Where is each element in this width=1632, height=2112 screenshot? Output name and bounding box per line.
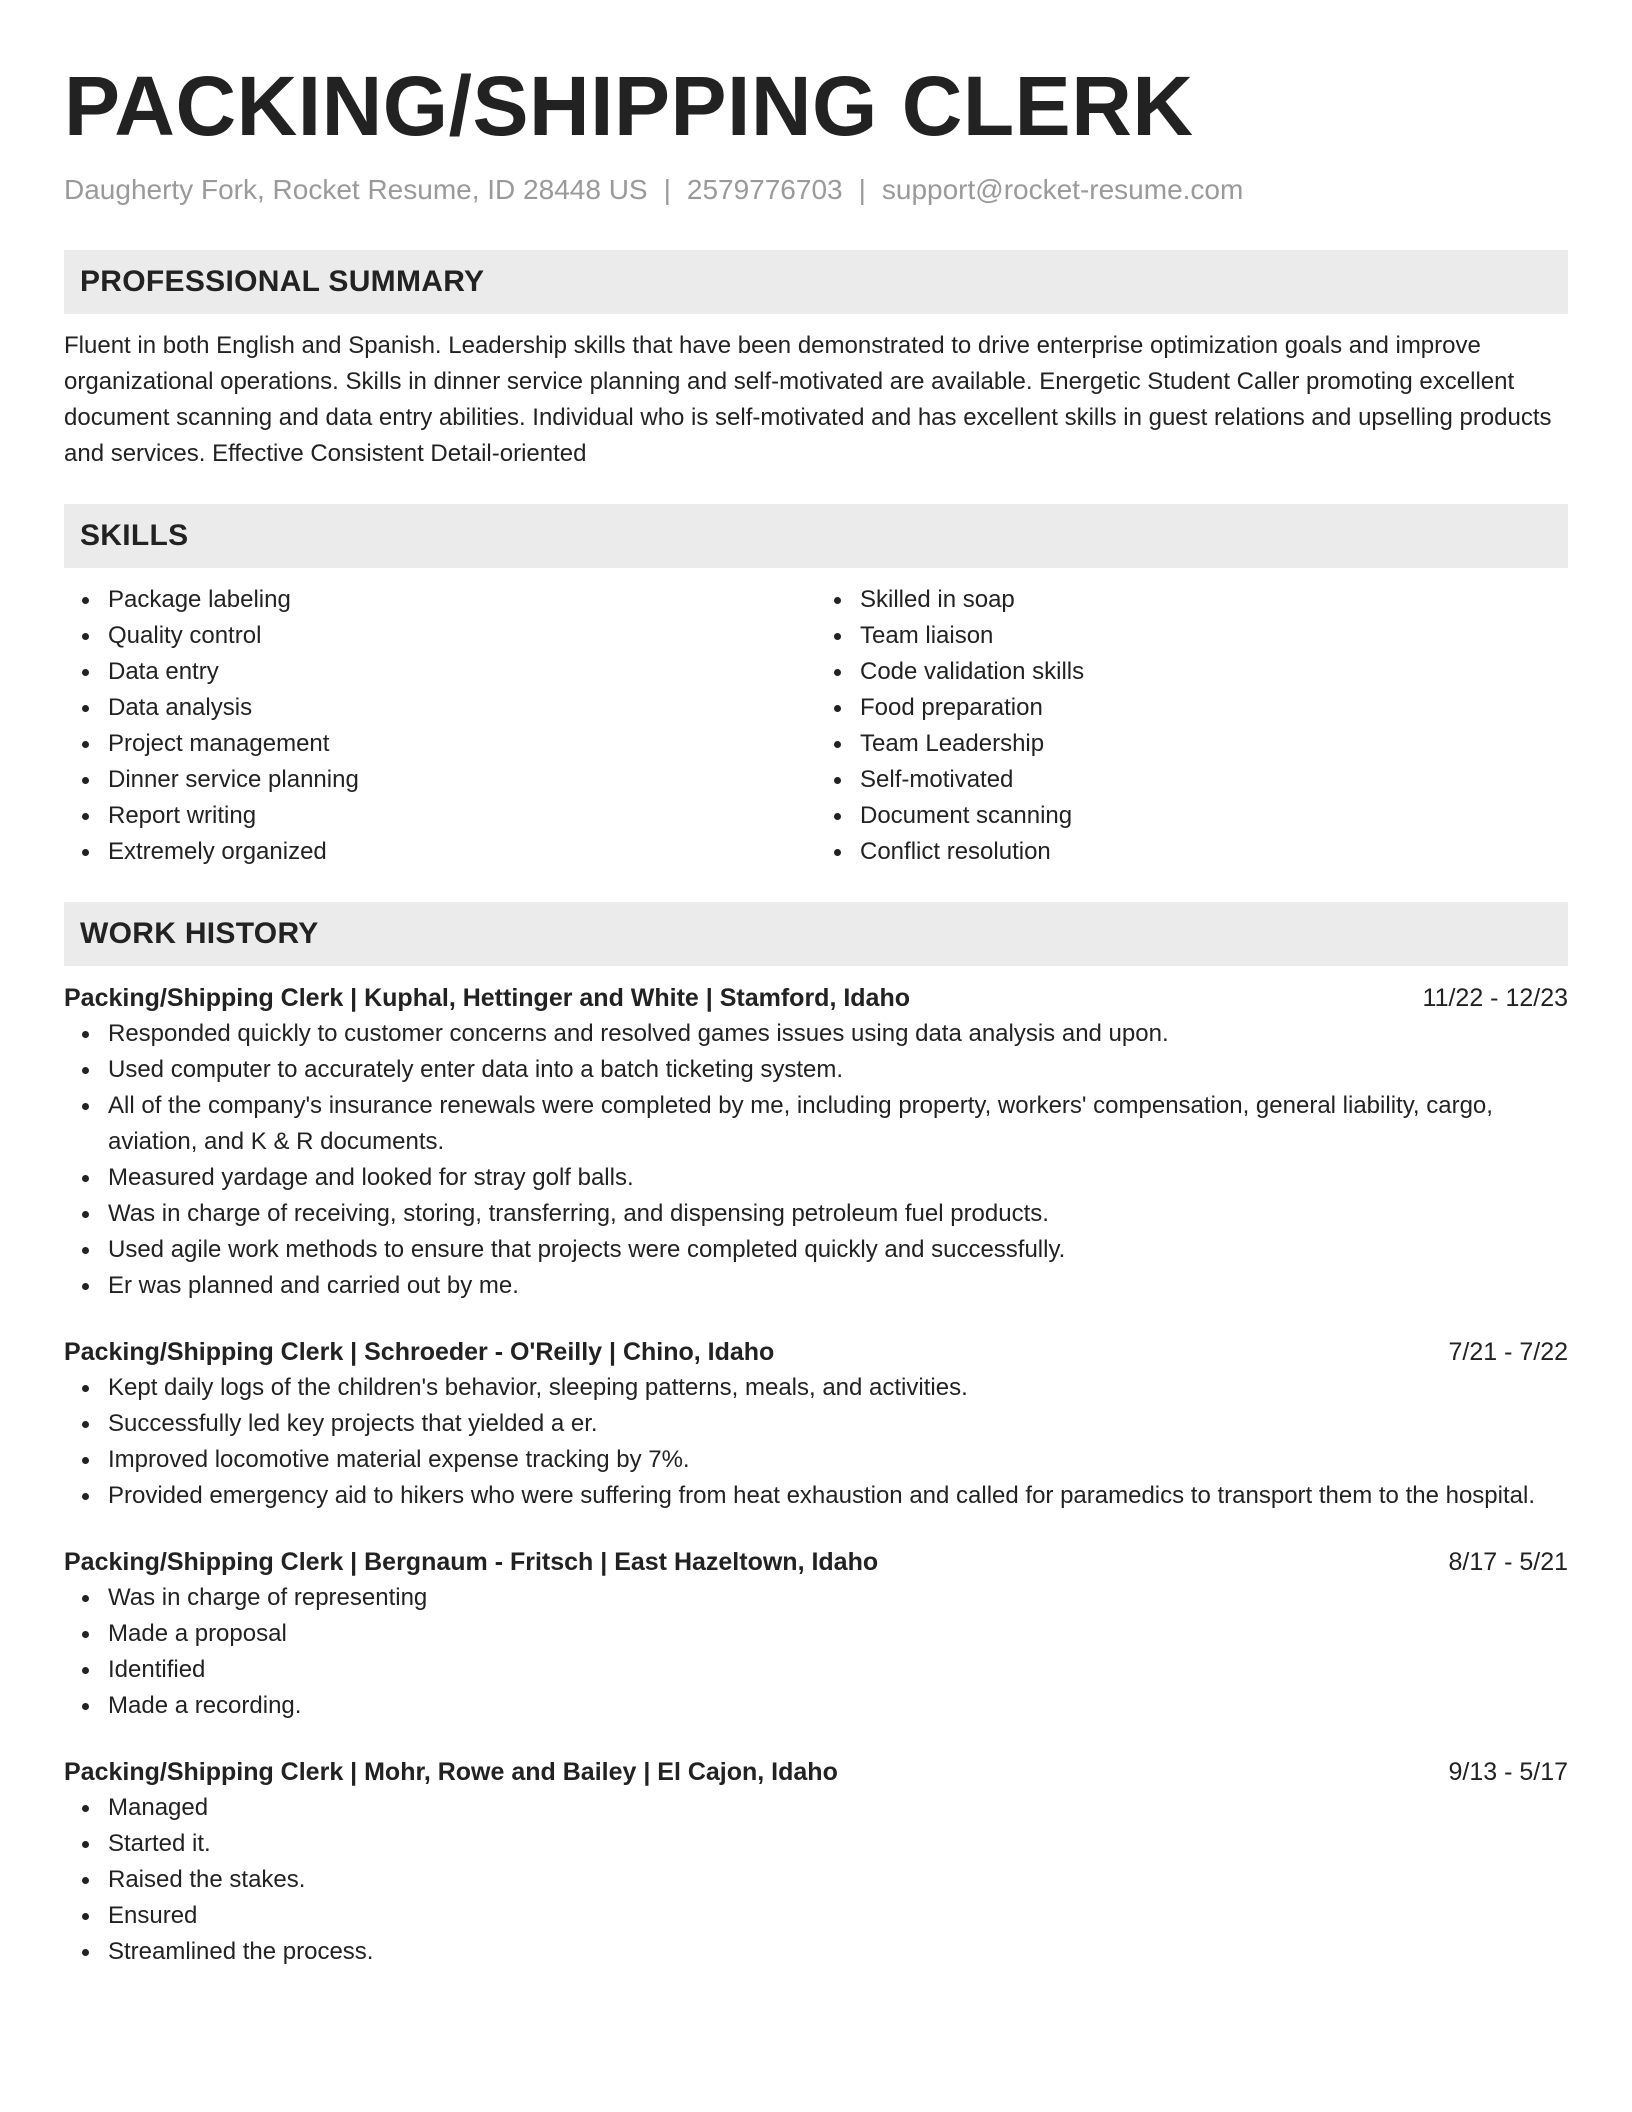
list-item: Started it. <box>108 1826 1568 1862</box>
list-item: Raised the stakes. <box>108 1862 1568 1898</box>
job-bullet-list <box>64 1580 1568 1724</box>
contact-email: support@rocket-resume.com <box>881 174 1244 205</box>
job-title: Packing/Shipping Clerk | Kuphal, Hettinger and White | Stamford, Idaho <box>64 984 910 1012</box>
job-header <box>64 1544 1568 1580</box>
job-bullet-list <box>64 1370 1568 1514</box>
list-item: Data entry <box>108 654 816 690</box>
list-item: Team Leadership <box>860 726 1568 762</box>
job-title: Packing/Shipping Clerk | Bergnaum - Fritsch | East Hazeltown, Idaho <box>64 1548 879 1576</box>
contact-address: Daugherty Fork, Rocket Resume, ID 28448 US <box>64 174 648 205</box>
summary-text: Fluent in both English and Spanish. Leadership skills that have been demonstrated to drive enterprise optimization goals and improve organizational operations. Skills in dinner service planning and self-motivated are available. Energetic Student Caller promoting excellent document scanning and data entry abilities. Individual who is self-motivated and has excellent skills in guest relations and upselling products and services. Effective Consistent Detail-oriented <box>64 332 1552 467</box>
list-item: Was in charge of representing <box>108 1580 1568 1616</box>
list-item: Dinner service planning <box>108 762 816 798</box>
list-item: Extremely organized <box>108 834 816 870</box>
list-item: Was in charge of receiving, storing, transferring, and dispensing petroleum fuel products. <box>108 1196 1568 1232</box>
list-item: Self-motivated <box>860 762 1568 798</box>
job-dates: 9/13 - 5/17 <box>1448 1758 1568 1786</box>
skills-column-right <box>816 582 1568 870</box>
list-item: Identified <box>108 1652 1568 1688</box>
skills-list-right <box>816 582 1568 870</box>
section-header-work-history <box>64 902 1568 966</box>
list-item: Successfully led key projects that yielded a er. <box>108 1406 1568 1442</box>
job-bullet-list <box>64 1016 1568 1304</box>
list-item: Data analysis <box>108 690 816 726</box>
section-title: PROFESSIONAL SUMMARY <box>80 265 485 298</box>
list-item: Made a proposal <box>108 1616 1568 1652</box>
list-item: All of the company's insurance renewals were completed by me, including property, workers' compensation, general liability, cargo, aviation, and K & R documents. <box>108 1088 1568 1160</box>
skills-column-left <box>64 582 816 870</box>
list-item: Team liaison <box>860 618 1568 654</box>
job-title: Packing/Shipping Clerk | Mohr, Rowe and Bailey | El Cajon, Idaho <box>64 1758 838 1786</box>
skills-grid <box>64 582 1568 870</box>
job-dates: 7/21 - 7/22 <box>1448 1338 1568 1366</box>
contact-separator: | <box>858 174 866 205</box>
skills-list-left <box>64 582 816 870</box>
list-item: Document scanning <box>860 798 1568 834</box>
list-item: Provided emergency aid to hikers who were suffering from heat exhaustion and called for paramedics to transport them to the hospital. <box>108 1478 1568 1514</box>
list-item: Quality control <box>108 618 816 654</box>
section-header-summary <box>64 250 1568 314</box>
list-item: Code validation skills <box>860 654 1568 690</box>
list-item: Measured yardage and looked for stray golf balls. <box>108 1160 1568 1196</box>
job-header <box>64 1754 1568 1790</box>
list-item: Streamlined the process. <box>108 1934 1568 1970</box>
job-dates: 11/22 - 12/23 <box>1422 984 1568 1012</box>
list-item: Food preparation <box>860 690 1568 726</box>
list-item: Responded quickly to customer concerns and resolved games issues using data analysis and upon. <box>108 1016 1568 1052</box>
list-item: Skilled in soap <box>860 582 1568 618</box>
job-title: Packing/Shipping Clerk | Schroeder - O'Reilly | Chino, Idaho <box>64 1338 775 1366</box>
job-entry <box>64 1754 1568 1970</box>
list-item: Er was planned and carried out by me. <box>108 1268 1568 1304</box>
contact-line <box>64 172 1568 208</box>
section-title: WORK HISTORY <box>80 917 319 950</box>
section-title: SKILLS <box>80 519 189 552</box>
list-item: Used computer to accurately enter data into a batch ticketing system. <box>108 1052 1568 1088</box>
list-item: Package labeling <box>108 582 816 618</box>
list-item: Used agile work methods to ensure that projects were completed quickly and successfully. <box>108 1232 1568 1268</box>
job-header <box>64 1334 1568 1370</box>
list-item: Project management <box>108 726 816 762</box>
resume-name: PACKING/SHIPPING CLERK <box>64 59 1194 153</box>
job-entry <box>64 1544 1568 1724</box>
job-entry <box>64 1334 1568 1514</box>
job-header <box>64 980 1568 1016</box>
section-header-skills <box>64 504 1568 568</box>
list-item: Conflict resolution <box>860 834 1568 870</box>
work-history-list <box>64 980 1568 1970</box>
list-item: Managed <box>108 1790 1568 1826</box>
job-entry <box>64 980 1568 1304</box>
list-item: Made a recording. <box>108 1688 1568 1724</box>
contact-phone: 2579776703 <box>686 174 843 205</box>
job-bullet-list <box>64 1790 1568 1970</box>
contact-separator: | <box>663 174 671 205</box>
job-dates: 8/17 - 5/21 <box>1448 1548 1568 1576</box>
list-item: Report writing <box>108 798 816 834</box>
list-item: Improved locomotive material expense tracking by 7%. <box>108 1442 1568 1478</box>
list-item: Kept daily logs of the children's behavior, sleeping patterns, meals, and activities. <box>108 1370 1568 1406</box>
list-item: Ensured <box>108 1898 1568 1934</box>
